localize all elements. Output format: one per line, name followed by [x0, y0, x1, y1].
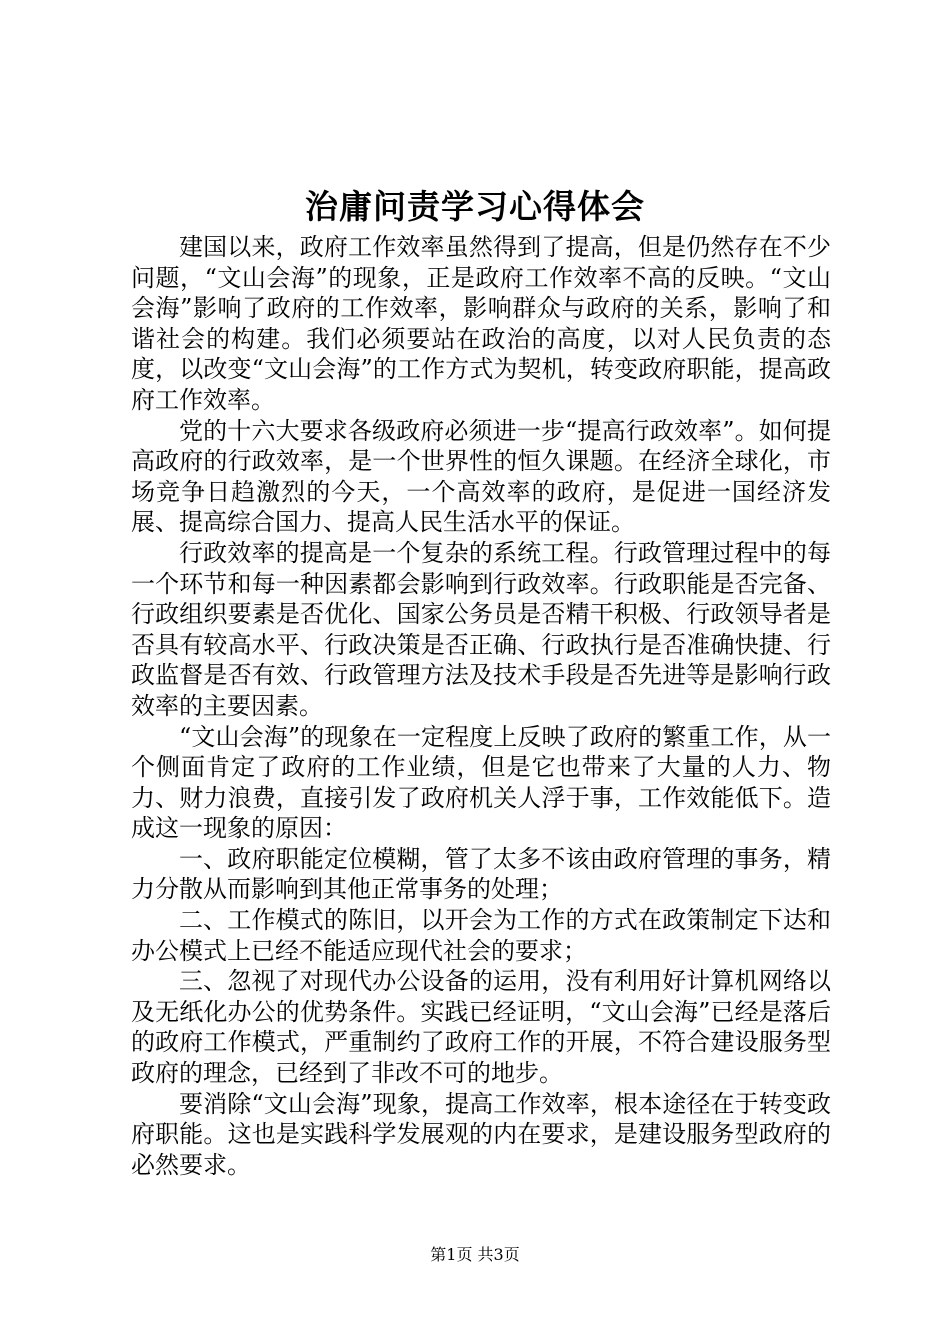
paragraph: 一、政府职能定位模糊，管了太多不该由政府管理的事务，精力分散从而影响到其他正常事务的处理； [131, 844, 831, 904]
document-body [131, 232, 831, 1180]
document-title: 治庸问责学习心得体会 [305, 187, 645, 226]
paragraph: 三、忽视了对现代办公设备的运用，没有利用好计算机网络以及无纸化办公的优势条件。实践已经证明，“文山会海”已经是落后的政府工作模式，严重制约了政府工作的开展，不符合建设服务型政府的理念，已经到了非改不可的地步。 [131, 967, 831, 1088]
paragraph: 二、工作模式的陈旧，以开会为工作的方式在政策制定下达和办公模式上已经不能适应现代社会的要求； [131, 906, 831, 965]
paragraph: 要消除“文山会海”现象，提高工作效率，根本途径在于转变政府职能。这也是实践科学发展观的内在要求，是建设服务型政府的必然要求。 [131, 1089, 831, 1179]
paragraph: 行政效率的提高是一个复杂的系统工程。行政管理过程中的每一个环节和每一种因素都会影响到行政效率。行政职能是否完备、行政组织要素是否优化、国家公务员是否精干积极、行政领导者是否具有较高水平、行政决策是否正确、行政执行是否准确快捷、行政监督是否有效、行政管理方法及技术手段是否先进等是影响行政效率的主要因素。 [131, 538, 831, 720]
paragraph: 党的十六大要求各级政府必须进一步“提高行政效率”。如何提高政府的行政效率，是一个世界性的恒久课题。在经济全球化，市场竞争日趋激烈的今天，一个高效率的政府，是促进一国经济发展、提高综合国力、提高人民生活水平的保证。 [131, 416, 831, 537]
page-number-footer: 第1页 共3页 [430, 1245, 520, 1264]
paragraph: 建国以来，政府工作效率虽然得到了提高，但是仍然存在不少问题，“文山会海”的现象，正是政府工作效率不高的反映。“文山会海”影响了政府的工作效率，影响群众与政府的关系，影响了和谐社会的构建。我们必须要站在政治的高度，以对人民负责的态度，以改变“文山会海”的工作方式为契机，转变政府职能，提高政府工作效率。 [131, 233, 831, 414]
paragraph: “文山会海”的现象在一定程度上反映了政府的繁重工作，从一个侧面肯定了政府的工作业绩，但是它也带来了大量的人力、物力、财力浪费，直接引发了政府机关人浮于事，工作效能低下。造成这一现象的原因： [131, 722, 831, 843]
